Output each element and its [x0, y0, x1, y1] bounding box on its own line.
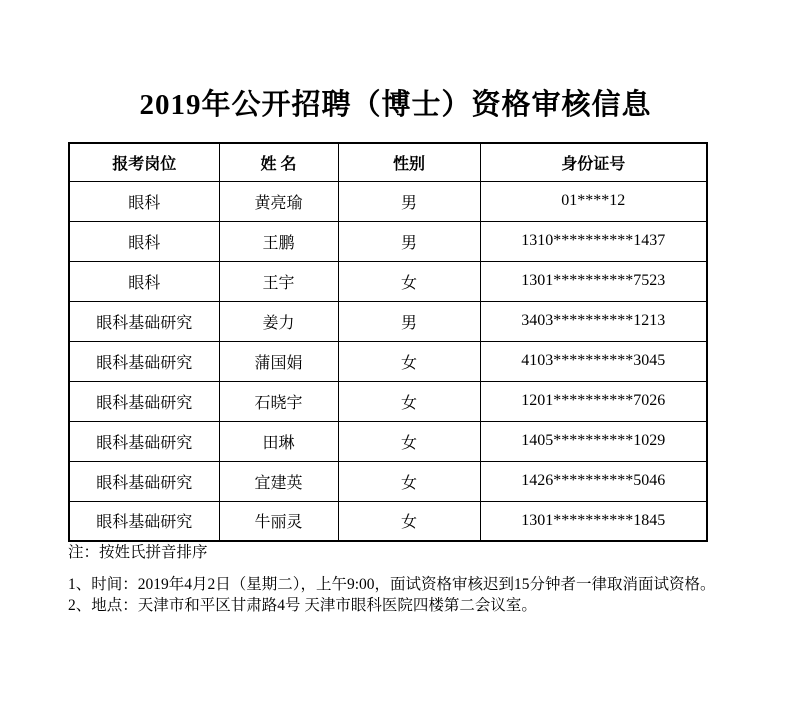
gender-cell: 男 [338, 221, 480, 261]
position-cell: 眼科基础研究 [69, 501, 219, 541]
position-cell: 眼科 [69, 221, 219, 261]
name-cell: 蒲国娟 [219, 341, 338, 381]
header-name: 姓 名 [219, 143, 338, 181]
note-time: 1、时间：2019年4月2日（星期二），上午9:00，面试资格审核迟到15分钟者一律取消面试资格。 [68, 576, 716, 593]
id-number-cell: 01****12 [480, 181, 707, 221]
id-number-cell: 1301**********7523 [480, 261, 707, 301]
table-body [69, 181, 707, 541]
gender-cell: 女 [338, 501, 480, 541]
name-cell: 姜力 [219, 301, 338, 341]
table-row [69, 221, 707, 261]
gender-cell: 女 [338, 421, 480, 461]
footnotes [68, 574, 720, 616]
table-row [69, 181, 707, 221]
name-cell: 王鹏 [219, 221, 338, 261]
name-cell: 石晓宇 [219, 381, 338, 421]
id-number-cell: 1405**********1029 [480, 421, 707, 461]
table-row [69, 341, 707, 381]
position-cell: 眼科 [69, 261, 219, 301]
position-cell: 眼科基础研究 [69, 381, 219, 421]
table-row [69, 501, 707, 541]
sort-order-note: 注：按姓氏拼音排序 [68, 544, 208, 561]
id-number-cell: 3403**********1213 [480, 301, 707, 341]
page-title: 2019年公开招聘（博士）资格审核信息 [139, 89, 652, 121]
position-cell: 眼科基础研究 [69, 341, 219, 381]
name-cell: 田琳 [219, 421, 338, 461]
gender-cell: 女 [338, 261, 480, 301]
table-row [69, 461, 707, 501]
gender-cell: 男 [338, 181, 480, 221]
name-cell: 王宇 [219, 261, 338, 301]
id-number-cell: 1310**********1437 [480, 221, 707, 261]
table-header [69, 143, 707, 181]
qualification-review-table [68, 142, 708, 542]
name-cell: 黄亮瑜 [219, 181, 338, 221]
note-location: 2、地点：天津市和平区甘肃路4号 天津市眼科医院四楼第二会议室。 [68, 597, 537, 614]
header-gender: 性别 [338, 143, 480, 181]
position-cell: 眼科基础研究 [69, 461, 219, 501]
table-row [69, 301, 707, 341]
gender-cell: 女 [338, 461, 480, 501]
name-cell: 牛丽灵 [219, 501, 338, 541]
header-id-number: 身份证号 [480, 143, 707, 181]
id-number-cell: 1426**********5046 [480, 461, 707, 501]
gender-cell: 男 [338, 301, 480, 341]
id-number-cell: 1301**********1845 [480, 501, 707, 541]
table-row [69, 421, 707, 461]
table-row [69, 381, 707, 421]
header-position: 报考岗位 [69, 143, 219, 181]
table-row [69, 261, 707, 301]
id-number-cell: 1201**********7026 [480, 381, 707, 421]
position-cell: 眼科基础研究 [69, 421, 219, 461]
position-cell: 眼科基础研究 [69, 301, 219, 341]
gender-cell: 女 [338, 341, 480, 381]
position-cell: 眼科 [69, 181, 219, 221]
id-number-cell: 4103**********3045 [480, 341, 707, 381]
header-row [69, 143, 707, 181]
name-cell: 宜建英 [219, 461, 338, 501]
gender-cell: 女 [338, 381, 480, 421]
